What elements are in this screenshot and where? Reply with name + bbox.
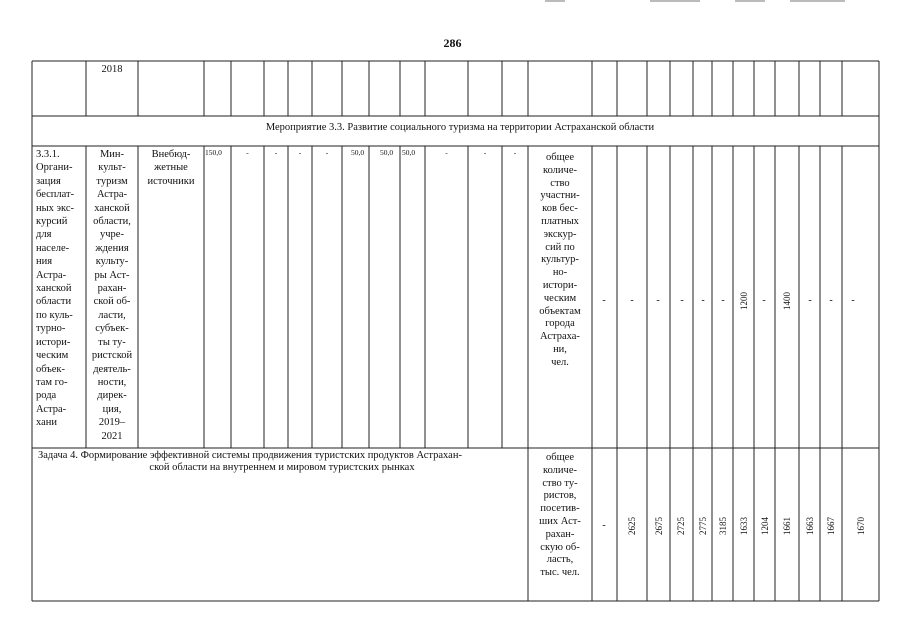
funding-value: - [513, 148, 517, 157]
indicator-value: - [602, 295, 606, 306]
indicator-value-vertical: 2775 [698, 517, 708, 535]
funding-value: - [445, 148, 448, 157]
executor-line: ласти, [98, 309, 126, 321]
indicator-value-vertical: 3185 [718, 517, 728, 535]
item-code-line: хани [36, 417, 58, 429]
indicator-value-vertical: 1663 [805, 517, 815, 535]
indicator-value: - [602, 520, 606, 531]
measure-heading: Мероприятие 3.3. Развитие социального туризма на территории Астраханской области [265, 122, 655, 133]
indicator-value-vertical: 1204 [760, 517, 770, 535]
executor-line: ция, [102, 403, 122, 415]
page-number: 286 [443, 36, 462, 50]
item-code-line: Органи- [36, 162, 73, 174]
item-code-line: там го- [36, 376, 68, 388]
executor-line: ры Аст- [94, 269, 130, 281]
funding-value: - [274, 148, 278, 157]
indicator-line: рахан- [545, 528, 575, 540]
indicator-line: общее [546, 152, 574, 163]
executor-line: рахан- [97, 283, 127, 295]
indicator-value-vertical: 2625 [627, 517, 637, 535]
item-code-line: по куль- [36, 309, 73, 321]
indicator-line: скую об- [540, 541, 580, 553]
item-code-line: Астра- [36, 269, 67, 281]
executor-line: туризм [96, 175, 128, 187]
item-code-line: области [36, 296, 72, 308]
indicator-line: Астраха- [540, 331, 580, 343]
item-code-line: бесплат- [36, 189, 75, 201]
task-4-line: ской области на внутреннем и мировом туристских рынках [149, 462, 415, 474]
funding-value: - [298, 148, 302, 157]
funding-value: 50,0 [351, 148, 365, 157]
indicator-value-vertical: 1667 [826, 517, 836, 535]
item-code-line: ния [36, 256, 53, 268]
executor-line: Мин- [99, 149, 125, 160]
executor-line: дирек- [97, 390, 127, 402]
executor-cell [86, 148, 138, 443]
task-4-heading [38, 450, 526, 475]
indicator-value: - [808, 295, 812, 306]
indicator-line: но- [552, 267, 568, 279]
indicator-value: - [680, 295, 684, 306]
executor-line: культу- [95, 256, 129, 268]
funding-value: - [246, 148, 249, 157]
funding-value: 150,0 [205, 148, 222, 157]
indicator-line: культур- [541, 254, 579, 266]
indicator-line: ни, [553, 343, 567, 355]
indicator-line: количе- [543, 464, 577, 476]
indicator-value-vertical: 2725 [676, 517, 686, 535]
task-4-indicator-cell [528, 452, 592, 580]
indicator-line: общее [546, 452, 574, 463]
item-code-line: ных экс- [36, 202, 75, 214]
indicator-value: - [630, 295, 634, 306]
executor-line: области, [93, 216, 131, 228]
indicator-value-vertical: 1670 [856, 517, 866, 535]
indicator-value: - [851, 295, 855, 306]
funding-value: - [483, 148, 487, 157]
executor-line: 2021 [101, 430, 123, 442]
indicator-line: ших Аст- [539, 515, 581, 527]
item-code-line: для [36, 229, 52, 241]
funding-value: - [325, 148, 329, 157]
executor-line: культ- [98, 162, 126, 174]
indicator-line: чел. [551, 356, 569, 368]
indicator-value-vertical: 1661 [782, 517, 792, 535]
indicator-value-vertical: 2675 [654, 517, 664, 535]
executor-line: деятель- [93, 363, 131, 375]
indicator-value: - [762, 295, 766, 306]
executor-line: ской об- [93, 296, 131, 308]
task-4-line: Задача 4. Формирование эффективной системы продвижения туристских продуктов Астрахан- [38, 450, 462, 461]
funding-source-line: жетные [154, 162, 188, 174]
indicator-value: - [701, 295, 705, 306]
executor-line: Астра- [96, 189, 128, 201]
executor-line: 2019– [98, 417, 126, 429]
funding-source-line: источники [147, 175, 195, 187]
indicator-line: количе- [543, 164, 577, 176]
indicator-value: - [829, 295, 833, 306]
executor-line: субъек- [95, 323, 129, 335]
item-code-line: курсий [36, 216, 68, 228]
indicator-line: тыс. чел. [540, 567, 580, 579]
indicator-cell [528, 152, 592, 370]
indicator-line: посетив- [540, 503, 580, 515]
item-code-line: объек- [36, 363, 66, 375]
indicator-line: города [545, 318, 575, 330]
item-code-line: зация [36, 175, 61, 187]
indicator-line: ласть, [546, 554, 574, 566]
funding-source-cell [138, 148, 204, 188]
executor-line: ты ту- [98, 336, 126, 348]
year-cell: 2018 [101, 64, 123, 75]
indicator-line: ческим [543, 292, 577, 304]
executor-line: ханской [94, 202, 130, 214]
indicator-value: - [656, 295, 660, 306]
item-code-line: турно- [36, 323, 66, 335]
executor-line: учре- [100, 229, 124, 241]
indicator-line: ство [550, 177, 570, 189]
indicator-value-vertical: 1200 [739, 292, 749, 310]
item-code-line: 3.3.1. [36, 149, 60, 160]
indicator-line: ство ту- [542, 477, 578, 489]
indicator-line: платных [541, 215, 579, 227]
indicator-value-vertical: 1633 [739, 517, 749, 535]
indicator-line: ристов, [543, 490, 577, 502]
funding-source-line: Внебюд- [151, 149, 191, 160]
indicator-line: экскур- [543, 228, 577, 240]
indicator-line: истори- [542, 279, 578, 291]
item-code-line: Астра- [36, 403, 67, 415]
item-code-line: ческим [36, 350, 69, 362]
indicator-line: участни- [540, 190, 580, 202]
item-code-cell [36, 148, 86, 430]
item-code-line: ханской [36, 283, 72, 295]
funding-value: 50,0 [402, 148, 416, 157]
executor-line: ности, [97, 376, 127, 388]
indicator-line: объектам [539, 305, 581, 317]
item-code-line: рода [36, 390, 57, 402]
indicator-value-vertical: 1400 [782, 292, 792, 310]
funding-value: 50,0 [380, 148, 394, 157]
item-code-line: истори- [36, 336, 71, 348]
indicator-line: сий по [545, 241, 575, 253]
item-code-line: населе- [36, 242, 70, 254]
executor-line: ристской [91, 350, 133, 362]
indicator-value: - [721, 295, 725, 306]
executor-line: ждения [95, 242, 129, 254]
indicator-line: ков бес- [542, 203, 578, 215]
